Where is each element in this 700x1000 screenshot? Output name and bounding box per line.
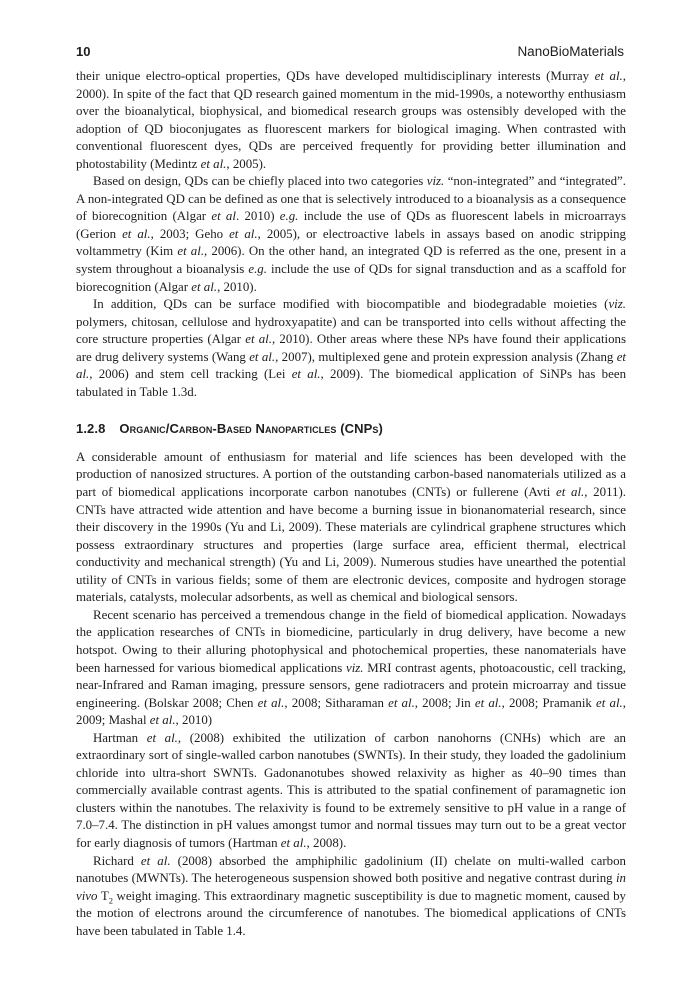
italic-run: viz. <box>345 660 364 675</box>
text-run: , 2011). CNTs have attracted wide attention and have become a burning issue in bionanomaterial research, since their discovery in the 1990s (Yu and Li, 2009). These materials are cylindrical graphene structures which possess extraordinary structures and properties (large surface area, efficient thermal, electrical conductivity and mechanical strength) (Yu and Li, 2009). Numerous studies have unearthed the potential utility of CNTs in various fields; some of them are electronic devices, composite and hydrogen storage materials, catalysts, molecular adsorbents, as well as chemical and biological sensors. <box>76 485 626 605</box>
paragraph <box>76 449 626 607</box>
italic-run: et al. <box>149 713 176 728</box>
text-run: T <box>97 888 109 903</box>
italic-run: in vivo <box>76 871 626 903</box>
italic-run: e.g. <box>248 262 267 277</box>
page-number: 10 <box>76 44 91 59</box>
text-run: , 2000). In spite of the fact that QD research gained momentum in the mid-1990s, a noteworthy enthusiasm over the bioanalytical, biophysical, and biomedical research groups was ostensibly developed with the adoption of QD bioconjugates as fluorescent markers for biological imaging. When contrasted with conventional fluorescent dyes, QDs are perceived frequently for providing better illumination and photostability (Medintz <box>76 69 627 171</box>
text-run: Recent scenario has perceived a tremendous change in the field of biomedical application. Nowadays the application researches of CNTs in biomedicine, particularly in drug delivery, have become a new hotspot. Owing to their alluring photophysical and photochemical properties, these nanomaterials have been harnessed for various biomedical applications <box>76 607 626 675</box>
italic-run: et al. <box>122 226 151 241</box>
italic-run: et al. <box>200 156 227 171</box>
italic-run: et al. <box>596 695 623 710</box>
italic-run: et al. <box>556 485 585 500</box>
text-run: , 2006). On the other hand, an integrated QD is referred as the one, present in a system throughout a bioanalysis <box>76 244 626 277</box>
italic-run: et al. <box>249 349 276 364</box>
italic-run: viz. <box>426 174 445 189</box>
italic-run: et al. <box>76 349 626 382</box>
text-run: Hartman <box>93 730 147 745</box>
section-title: Organic/Carbon-Based Nanoparticles (CNPs) <box>119 421 383 437</box>
text-run: Richard <box>93 853 141 868</box>
text-run: , 2003; Geho <box>150 226 230 241</box>
text-run: In addition, QDs can be surface modified with biocompatible and biodegradable moieties ( <box>93 297 609 312</box>
running-head: NanoBioMaterials <box>517 44 624 59</box>
text-run: polymers, chitosan, cellulose and hydroxyapatite) and can be transported into cells without affecting the core structure properties (Algar <box>76 314 626 347</box>
section-heading <box>76 420 626 438</box>
text-run: , 2009). The biomedical application of SiNPs has been tabulated in Table 1.3d. <box>76 367 627 399</box>
paragraph <box>76 296 626 401</box>
text-run: , 2010). <box>217 279 257 294</box>
paragraph <box>76 730 626 853</box>
italic-run: et al. <box>191 279 218 294</box>
italic-run: et al <box>211 209 236 224</box>
text-run: weight imaging. This extraordinary magnetic susceptibility is due to magnetic moment, caused by the motion of electrons around the circumference of nanotubes. The biomedical applications of CNTs have been tabulated in Table 1.4. <box>76 888 626 938</box>
text-run: include the use of QDs as fluorescent labels in microarrays (Gerion <box>76 209 626 241</box>
text-run: (2008) absorbed the amphiphilic gadolinium (II) chelate on multi-walled carbon nanotubes (MWNTs). The heterogeneous suspension showed both positive and negative contrast during <box>76 853 626 886</box>
paragraph <box>76 853 626 941</box>
text-run: MRI contrast agents, photoacoustic, cell tracking, near-Infrared and Raman imaging, pressure sensors, gene radiotracers and protein microarray and tissue engineering. (Bolskar 2008; Chen <box>76 660 626 710</box>
text-run: Based on design, QDs can be chiefly placed into two categories <box>93 174 427 189</box>
italic-run: et al. <box>229 226 258 241</box>
text-run: , 2008; Jin <box>414 695 475 710</box>
body-text <box>76 68 626 940</box>
italic-run: et al. <box>257 695 285 710</box>
page-header <box>76 44 624 59</box>
italic-run: et al. <box>280 835 307 850</box>
italic-run: et al. <box>177 244 205 259</box>
text-run: “non-integrated” and “integrated”. A non-integrated QD can be defined as one that is selectively introduced to a bioanalysis as a consequence of biorecognition (Algar <box>76 174 626 224</box>
text-run: , 2006) and stem cell tracking (Lei <box>89 367 292 382</box>
paragraph <box>76 173 626 296</box>
italic-run: et al. <box>474 695 502 710</box>
text-run: , 2010). Other areas where these NPs have found their applications are drug delivery systems (Wang <box>76 332 627 364</box>
text-run: , 2008; Pramanik <box>501 695 597 710</box>
text-run: , 2005), or electroactive labels in assays based on anodic stripping voltammetry (Kim <box>76 226 627 259</box>
italic-run: et al. <box>245 332 272 347</box>
italic-run: et al. <box>594 69 623 83</box>
italic-run: viz. <box>608 297 626 312</box>
italic-run: et al. <box>291 367 321 382</box>
text-run: their unique electro-optical properties, QDs have developed multidisciplinary interests (Murray <box>76 69 595 83</box>
text-run: include the use of QDs for signal transduction and as a scaffold for biorecognition (Algar <box>76 262 626 294</box>
text-run: , 2008; Sitharaman <box>284 695 389 710</box>
text-run: A considerable amount of enthusiasm for material and life sciences has been developed with the production of nanosized structures. A portion of the outstanding carbon-based nanomaterials utilized as a part of biomedical applications incorporate carbon nanotubes (CNTs) or fullerene (Avti <box>76 449 626 500</box>
text-run: , (2008) exhibited the utilization of carbon nanohorns (CNHs) which are an extraordinary sort of single-walled carbon nanotubes (SWNTs). In their study, they loaded the gadolinium chloride into ultra-short SWNTs. Gadonanotubes showed relaxivity as higher as 40–90 times than commercially available contrast agents. This is attributed to the spatial confinement of paramagnetic ion clusters within the nanotubes. The relaxivity is found to be extremely sensitive to pH value in a range of 7.0–7.4. The distinction in pH values amongst tumor and normal tissues may turn out to be a great vector for early diagnosis of tumors (Hartman <box>76 730 626 850</box>
paragraph <box>76 68 626 173</box>
italic-run: et al. <box>388 695 415 710</box>
subscript-run: 2 <box>108 895 113 906</box>
paragraph <box>76 607 626 730</box>
text-run: , 2007), multiplexed gene and protein expression analysis (Zhang <box>275 349 617 364</box>
section-number: 1.2.8 <box>76 421 106 437</box>
italic-run: e.g. <box>279 209 299 224</box>
text-run: , 2005). <box>226 156 267 171</box>
text-run: . 2010) <box>235 209 280 224</box>
paragraphs-after-section <box>76 449 626 940</box>
text-run: , 2008). <box>306 835 347 850</box>
text-run: , 2010) <box>175 713 213 728</box>
italic-run: et al. <box>146 730 178 745</box>
text-run: , 2009; Mashal <box>76 695 626 728</box>
italic-run: et al. <box>140 853 171 868</box>
paragraphs-before-section <box>76 68 626 401</box>
